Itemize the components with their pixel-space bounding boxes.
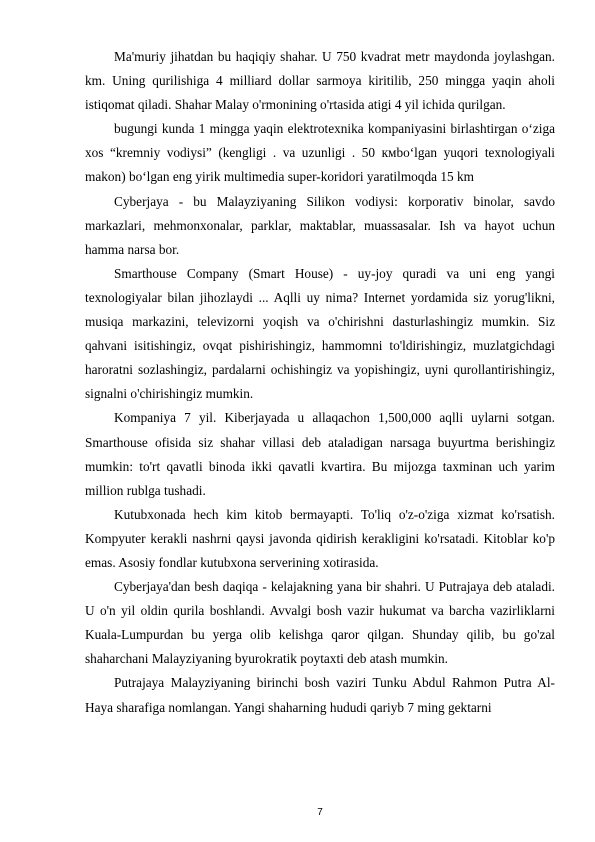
paragraph-1: Ma'muriy jihatdan bu haqiqiy shahar. U 750 kvadrat metr maydonda joylashgan. km. Uning qurilishiga 4 milliard dollar sarmoya kiritilib, 250 mingga yaqin aholi istiqomat qiladi. Shahar Malay o'rmonining o'rtasida atigi 4 yil ichida qurilgan. — [85, 49, 555, 113]
paragraph-3: Cyberjaya - bu Malayziyaning Silikon vodiysi: korporativ binolar, savdo markazlari, mehmonxonalar, parklar, maktablar, muassasalar. Ish va hayot uchun hamma narsa bor. — [85, 193, 555, 257]
paragraph-4: Smarthouse Company (Smart House) - uy-joy quradi va uni eng yangi texnologiyalar bilan jihozlaydi ... Aqlli uy nima? Internet yordamida siz yorug'likni, musiqa markazini, televizorni yoqish va o'chirishni dasturlashingiz mumkin. Siz qahvani isitishingiz, ovqat pishirishingiz, hammomni to'ldirishingiz, muzlatgichdagi haroratni sozlashingiz, pardalarni ochishingiz va yopishingiz, uyni qurollantirishingiz, signalni o'chirishingiz mumkin. — [85, 265, 555, 402]
paragraph-5: Kompaniya 7 yil. Kiberjayada u allaqachon 1,500,000 aqlli uylarni sotgan. Smarthouse ofisida siz shahar villasi deb ataladigan narsaga buyurtma berishingiz mumkin: to'rt qavatli binoda ikki qavatli kvartira. Bu mijozga taxminan uch yarim million rublga tushadi. — [85, 410, 555, 498]
paragraph-8: Putrajaya Malayziyaning birinchi bosh vaziri Tunku Abdul Rahmon Putra Al-Haya sharafiga nomlangan. Yangi shaharning hududi qariyb 7 ming gektarni — [85, 675, 555, 715]
page-number: 7 — [317, 807, 323, 818]
paragraph-2: bugungi kunda 1 mingga yaqin elektrotexnika kompaniyasini birlashtirgan o‘ziga xos “kremniy vodiysi” (kengligi . va uzunligi . 50 кмbo‘lgan yuqori texnologiyali makon) bo‘lgan eng yirik multimedia super-koridori yaratilmoqda 15 km — [85, 121, 555, 185]
document-body — [85, 45, 555, 720]
paragraph-7: Cyberjaya'dan besh daqiqa - kelajakning yana bir shahri. U Putrajaya deb ataladi. U o'n yil oldin qurila boshlandi. Avvalgi bosh vazir hukumat va barcha vazirliklarni Kuala-Lumpurdan bu yerga olib kelishga qaror qilgan. Shunday qilib, bu go'zal shaharchani Malayziyaning byurokratik poytaxti deb atash mumkin. — [85, 579, 555, 667]
paragraph-6: Kutubxonada hech kim kitob bermayapti. To'liq o'z-o'ziga xizmat ko'rsatish. Kompyuter kerakli nashrni qaysi javonda qidirish kerakligini ko'rsatadi. Kitoblar ko'p emas. Asosiy fondlar kutubxona serverining xotirasida. — [85, 506, 555, 570]
